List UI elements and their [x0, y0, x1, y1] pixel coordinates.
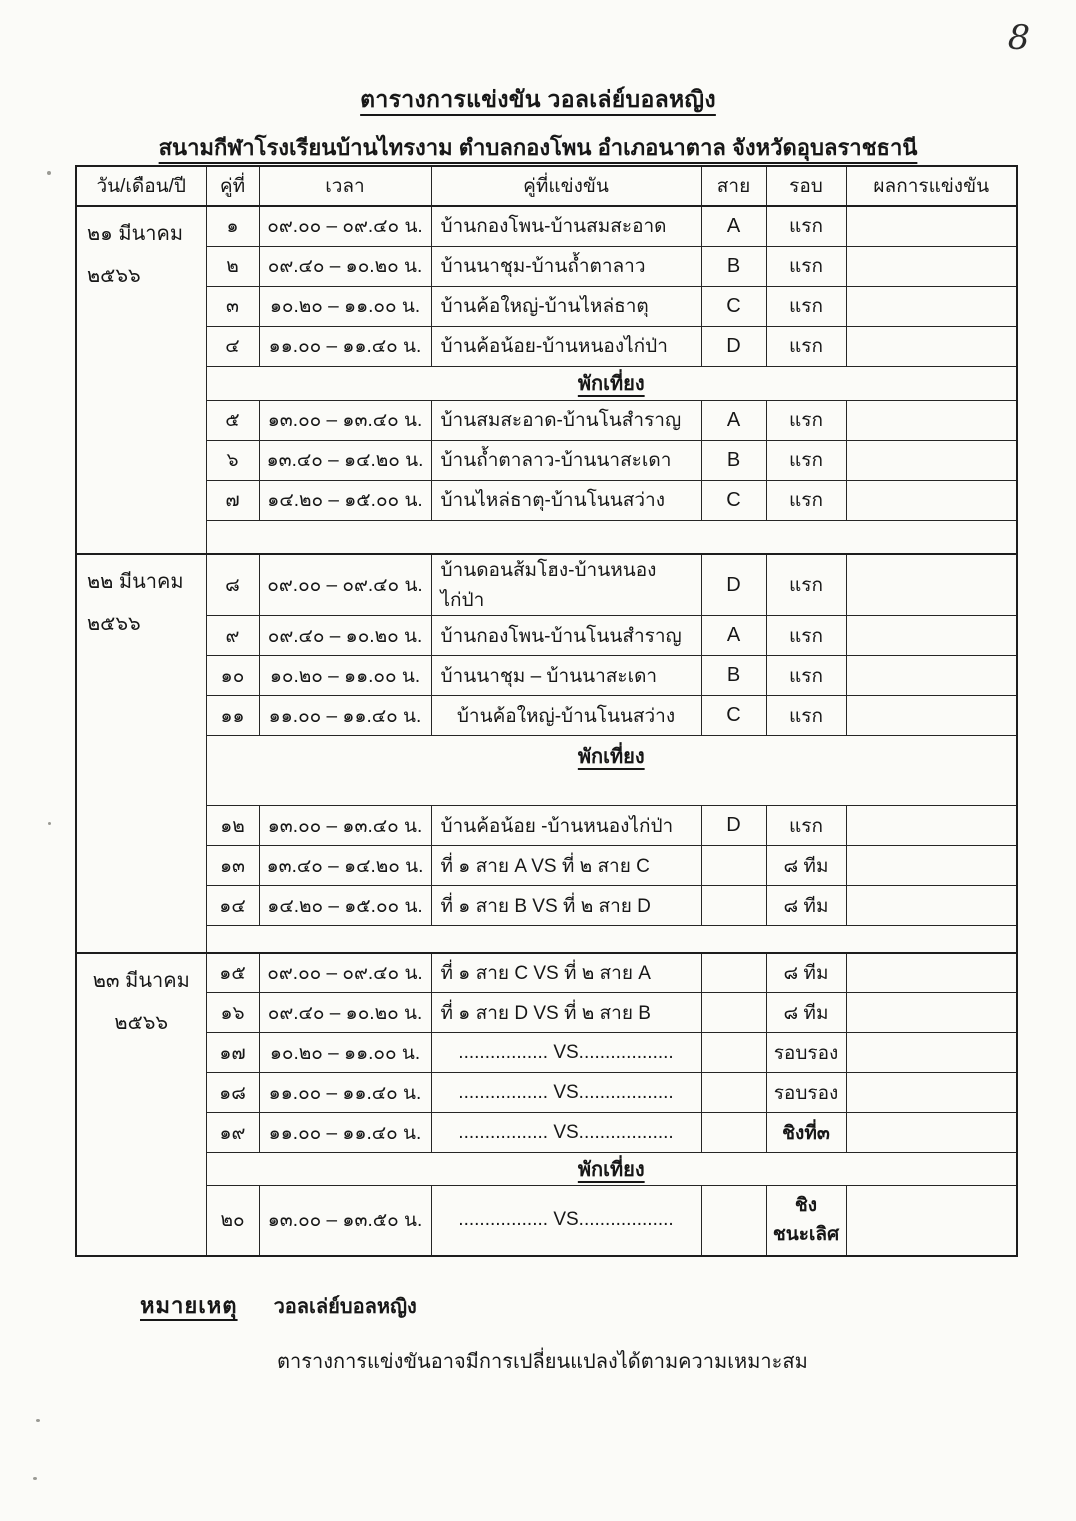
- match-result: [846, 953, 1017, 993]
- document-title: ตารางการแข่งขัน วอลเล่ย์บอลหญิง: [360, 86, 716, 112]
- table-row: [76, 993, 1017, 1033]
- header-round: รอบ: [766, 166, 846, 206]
- match-round: แรก: [766, 206, 846, 246]
- match-no: ๑๔: [206, 886, 259, 926]
- match-time: ๑๑.๐๐ – ๑๑.๔๐ น.: [259, 1113, 431, 1153]
- table-row: [76, 953, 1017, 993]
- match-time: ๑๑.๐๐ – ๑๑.๔๐ น.: [259, 696, 431, 736]
- match-pair: บ้านนาชุม-บ้านถ้ำตาลาว: [431, 246, 701, 286]
- match-no: ๑๖: [206, 993, 259, 1033]
- lunch-break-row: [76, 736, 1017, 806]
- match-no: ๖: [206, 440, 259, 480]
- handwritten-page-number: 8: [1007, 17, 1032, 59]
- match-group: B: [701, 246, 766, 286]
- match-round: ๘ ทีม: [766, 886, 846, 926]
- round-line: ชนะเลิศ: [772, 1224, 840, 1246]
- schedule-table: [75, 165, 1018, 1257]
- match-group: C: [701, 696, 766, 736]
- match-group: [701, 1113, 766, 1153]
- match-time: ๑๐.๒๐ – ๑๑.๐๐ น.: [259, 1033, 431, 1073]
- match-round: [766, 1186, 846, 1256]
- match-round: แรก: [766, 440, 846, 480]
- match-result: [846, 440, 1017, 480]
- date-line: ๒๕๖๖: [114, 1011, 169, 1034]
- match-time: ๑๔.๒๐ – ๑๕.๐๐ น.: [259, 886, 431, 926]
- match-pair: บ้านกองโพน-บ้านสมสะอาด: [431, 206, 701, 246]
- match-no: ๕: [206, 400, 259, 440]
- match-no: ๑๒: [206, 806, 259, 846]
- lunch-break-row: [76, 366, 1017, 400]
- match-group: [701, 1186, 766, 1256]
- match-result: [846, 696, 1017, 736]
- document-subtitle: สนามกีฬาโรงเรียนบ้านไทรงาม ตำบลกองโพน อำเภอนาตาล จังหวัดอุบลราชธานี: [158, 135, 918, 160]
- match-pair: บ้านกองโพน-บ้านโนนสำราญ: [431, 616, 701, 656]
- match-no: ๓: [206, 286, 259, 326]
- table-row: [76, 1033, 1017, 1073]
- lunch-break-cell: [206, 736, 1017, 806]
- match-time: ๐๙.๔๐ – ๑๐.๒๐ น.: [259, 246, 431, 286]
- match-pair: บ้านนาชุม – บ้านนาสะเดา: [431, 656, 701, 696]
- lunch-break-label: พักเที่ยง: [577, 1159, 645, 1181]
- table-row: [76, 846, 1017, 886]
- match-result: [846, 400, 1017, 440]
- match-time: ๑๓.๐๐ – ๑๓.๔๐ น.: [259, 400, 431, 440]
- match-group: B: [701, 440, 766, 480]
- match-result: [846, 480, 1017, 520]
- match-no: ๑: [206, 206, 259, 246]
- date-line: ๒๒ มีนาคม: [87, 571, 184, 593]
- empty-cell: [206, 520, 1017, 554]
- match-result: [846, 993, 1017, 1033]
- match-group: [701, 886, 766, 926]
- round-line: ชิง: [794, 1194, 818, 1216]
- separator-row: [76, 520, 1017, 554]
- table-row: [76, 400, 1017, 440]
- match-round: ๘ ทีม: [766, 953, 846, 993]
- match-group: D: [701, 806, 766, 846]
- header-result: ผลการแข่งขัน: [846, 166, 1017, 206]
- match-round: แรก: [766, 696, 846, 736]
- match-group: C: [701, 480, 766, 520]
- table-row: [76, 1113, 1017, 1153]
- separator-row: [76, 926, 1017, 953]
- match-round: แรก: [766, 400, 846, 440]
- table-row: [76, 696, 1017, 736]
- date-cell: [76, 554, 206, 953]
- match-result: [846, 286, 1017, 326]
- match-pair: บ้านค้อน้อย-บ้านหนองไก่ป่า: [431, 326, 701, 366]
- lunch-break-cell: [206, 366, 1017, 400]
- match-group: C: [701, 286, 766, 326]
- match-result: [846, 1073, 1017, 1113]
- match-group: [701, 846, 766, 886]
- header-match: คู่ที่แข่งขัน: [431, 166, 701, 206]
- match-group: [701, 953, 766, 993]
- note-text: วอลเล่ย์บอลหญิง: [273, 1296, 417, 1318]
- match-no: ๑๘: [206, 1073, 259, 1113]
- match-pair: ที่ ๑ สาย D VS ที่ ๒ สาย B: [431, 993, 701, 1033]
- match-round: ๘ ทีม: [766, 846, 846, 886]
- match-group: D: [701, 554, 766, 616]
- match-time: ๑๓.๐๐ – ๑๓.๔๐ น.: [259, 806, 431, 846]
- header-time: เวลา: [259, 166, 431, 206]
- match-round: แรก: [766, 806, 846, 846]
- match-no: ๑๗: [206, 1033, 259, 1073]
- match-result: [846, 554, 1017, 616]
- scan-speck: [48, 822, 51, 825]
- table-row: [76, 246, 1017, 286]
- table-header-row: [76, 166, 1017, 206]
- match-no: ๑๑: [206, 696, 259, 736]
- table-row: [76, 440, 1017, 480]
- notes-section: [140, 1288, 940, 1377]
- scan-speck: [47, 171, 51, 175]
- match-time: ๑๔.๒๐ – ๑๕.๐๐ น.: [259, 480, 431, 520]
- empty-cell: [206, 926, 1017, 953]
- match-round: แรก: [766, 616, 846, 656]
- date-line: ๒๓ มีนาคม: [92, 969, 190, 992]
- table-row: [76, 1073, 1017, 1113]
- lunch-break-label: พักเที่ยง: [577, 373, 645, 395]
- match-time: ๑๑.๐๐ – ๑๑.๔๐ น.: [259, 326, 431, 366]
- match-pair: ที่ ๑ สาย B VS ที่ ๒ สาย D: [431, 886, 701, 926]
- match-pair: บ้านถ้ำตาลาว-บ้านนาสะเดา: [431, 440, 701, 480]
- scan-speck: [36, 1419, 40, 1422]
- lunch-break-cell: [206, 1153, 1017, 1186]
- match-result: [846, 246, 1017, 286]
- match-time: ๑๑.๐๐ – ๑๑.๔๐ น.: [259, 1073, 431, 1113]
- match-round: แรก: [766, 286, 846, 326]
- lunch-break-row: [76, 1153, 1017, 1186]
- match-group: D: [701, 326, 766, 366]
- table-row: [76, 656, 1017, 696]
- match-pair: บ้านค้อน้อย -บ้านหนองไก่ป่า: [431, 806, 701, 846]
- match-no: ๑๕: [206, 953, 259, 993]
- match-no: ๑๙: [206, 1113, 259, 1153]
- match-result: [846, 326, 1017, 366]
- match-time: ๐๙.๐๐ – ๐๙.๔๐ น.: [259, 953, 431, 993]
- table-row: [76, 886, 1017, 926]
- match-group: B: [701, 656, 766, 696]
- date-cell: [76, 206, 206, 554]
- note-label: หมายเหตุ: [140, 1293, 238, 1318]
- match-result: [846, 1033, 1017, 1073]
- match-no: ๑๐: [206, 656, 259, 696]
- match-time: ๑๓.๐๐ – ๑๓.๕๐ น.: [259, 1186, 431, 1256]
- match-group: A: [701, 206, 766, 246]
- match-no: ๙: [206, 616, 259, 656]
- match-pair: บ้านไหล่ธาตุ-บ้านโนนสว่าง: [431, 480, 701, 520]
- match-round: รอบรอง: [766, 1033, 846, 1073]
- match-result: [846, 656, 1017, 696]
- match-pair: บ้านค้อใหญ่-บ้านไหล่ธาตุ: [431, 286, 701, 326]
- match-pair: บ้านสมสะอาด-บ้านโนสำราญ: [431, 400, 701, 440]
- table-row: [76, 286, 1017, 326]
- match-time: ๐๙.๐๐ – ๐๙.๔๐ น.: [259, 206, 431, 246]
- table-row: [76, 1186, 1017, 1256]
- match-round: ชิงที่๓: [766, 1113, 846, 1153]
- header-no: คู่ที่: [206, 166, 259, 206]
- match-no: ๔: [206, 326, 259, 366]
- match-result: [846, 206, 1017, 246]
- date-line: ๒๕๖๖: [87, 613, 141, 635]
- match-round: แรก: [766, 246, 846, 286]
- match-pair: บ้านดอนส้มโฮง-บ้านหนองไก่ป่า: [431, 554, 701, 616]
- match-round: แรก: [766, 554, 846, 616]
- match-round: ๘ ทีม: [766, 993, 846, 1033]
- match-no: ๒: [206, 246, 259, 286]
- table-row: [76, 326, 1017, 366]
- match-time: ๑๐.๒๐ – ๑๑.๐๐ น.: [259, 286, 431, 326]
- table-row: [76, 806, 1017, 846]
- match-pair: ที่ ๑ สาย A VS ที่ ๒ สาย C: [431, 846, 701, 886]
- date-line: ๒๑ มีนาคม: [87, 223, 184, 245]
- date-line: ๒๕๖๖: [87, 265, 141, 287]
- match-group: [701, 1073, 766, 1113]
- match-time: ๐๙.๔๐ – ๑๐.๒๐ น.: [259, 616, 431, 656]
- table-row: [76, 616, 1017, 656]
- match-result: [846, 616, 1017, 656]
- header-group: สาย: [701, 166, 766, 206]
- table-row: [76, 480, 1017, 520]
- match-group: A: [701, 400, 766, 440]
- match-result: [846, 846, 1017, 886]
- match-time: ๑๓.๔๐ – ๑๔.๒๐ น.: [259, 846, 431, 886]
- match-time: ๑๓.๔๐ – ๑๔.๒๐ น.: [259, 440, 431, 480]
- table-row: [76, 554, 1017, 616]
- match-round: แรก: [766, 326, 846, 366]
- match-pair: ที่ ๑ สาย C VS ที่ ๒ สาย A: [431, 953, 701, 993]
- match-pair: ................. VS..................: [431, 1033, 701, 1073]
- match-round: แรก: [766, 656, 846, 696]
- lunch-break-label: พักเที่ยง: [577, 746, 645, 768]
- match-time: ๐๙.๐๐ – ๐๙.๔๐ น.: [259, 554, 431, 616]
- match-pair: บ้านค้อใหญ่-บ้านโนนสว่าง: [431, 696, 701, 736]
- match-result: [846, 1186, 1017, 1256]
- match-result: [846, 1113, 1017, 1153]
- match-time: ๐๙.๔๐ – ๑๐.๒๐ น.: [259, 993, 431, 1033]
- date-cell: [76, 953, 206, 1256]
- match-no: ๒๐: [206, 1186, 259, 1256]
- match-result: [846, 806, 1017, 846]
- match-result: [846, 886, 1017, 926]
- table-row: [76, 206, 1017, 246]
- match-group: [701, 1033, 766, 1073]
- match-pair: ................. VS..................: [431, 1186, 701, 1256]
- match-no: ๘: [206, 554, 259, 616]
- match-no: ๑๓: [206, 846, 259, 886]
- match-round: รอบรอง: [766, 1073, 846, 1113]
- header-date: วัน/เดือน/ปี: [76, 166, 206, 206]
- match-pair: ................. VS..................: [431, 1073, 701, 1113]
- note-text: ตารางการแข่งขันอาจมีการเปลี่ยนแปลงได้ตามความเหมาะสม: [277, 1351, 808, 1373]
- match-group: A: [701, 616, 766, 656]
- match-group: [701, 993, 766, 1033]
- match-no: ๗: [206, 480, 259, 520]
- match-pair: ................. VS..................: [431, 1113, 701, 1153]
- scan-speck: [33, 1477, 37, 1480]
- match-time: ๑๐.๒๐ – ๑๑.๐๐ น.: [259, 656, 431, 696]
- match-round: แรก: [766, 480, 846, 520]
